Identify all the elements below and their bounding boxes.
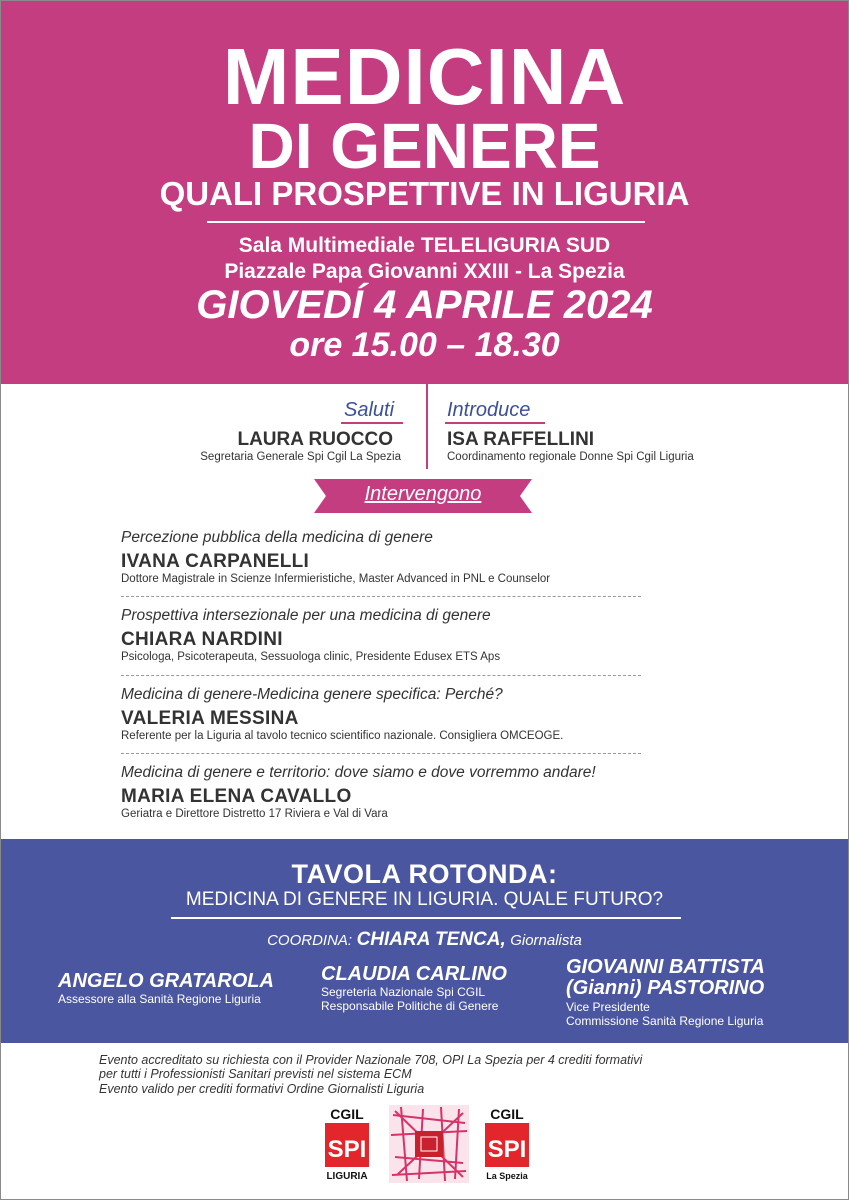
logo-right-bottom: La Spezia	[486, 1171, 528, 1181]
intervengono-label: Intervengono	[364, 483, 482, 505]
ecm-line-3: Evento valido per crediti formativi Ordine Giornalisti Liguria	[99, 1081, 425, 1096]
saluti-role: Segretaria Generale Spi Cgil La Spezia	[200, 451, 401, 463]
round-table-divider	[171, 917, 681, 919]
event-date: GIOVEDÍ 4 APRILE 2024	[196, 283, 653, 327]
venue-line-1: Sala Multimediale TELELIGURIA SUD	[238, 234, 611, 257]
ecm-credits-note	[99, 1053, 799, 1096]
spi-cgil-la-spezia-logo	[483, 1105, 531, 1181]
panelist-3-role-line-1: Vice Presidente	[566, 1000, 650, 1014]
round-table-band	[1, 839, 848, 1043]
logo-right-main: SPI	[487, 1136, 527, 1163]
title-line-1: MEDICINA	[222, 32, 627, 121]
header-band	[1, 1, 848, 384]
speaker-3-topic: Medicina di genere-Medicina genere specifica: Perché?	[121, 686, 503, 703]
round-table-title: TAVOLA ROTONDA:	[291, 859, 558, 889]
coordina-role: Giornalista	[510, 932, 582, 949]
logo-left-top: CGIL	[330, 1106, 364, 1122]
saluti-caption: Saluti	[344, 399, 395, 421]
speaker-1-topic: Percezione pubblica della medicina di genere	[121, 529, 433, 546]
introduce-underline	[445, 422, 545, 424]
ecm-line-2: per tutti i Professionisti Sanitari previsti nel sistema ECM	[99, 1067, 412, 1082]
round-table-subtitle: MEDICINA DI GENERE IN LIGURIA. QUALE FUTURO?	[185, 889, 664, 910]
speaker-2-name: CHIARA NARDINI	[121, 629, 283, 650]
subtitle: QUALI PROSPETTIVE IN LIGURIA	[159, 175, 690, 212]
venue	[1, 233, 848, 286]
speaker-3-role: Referente per la Liguria al tavolo tecnico scientifico nazionale. Consigliera OMCEOGE.	[121, 730, 564, 742]
saluti-underline	[341, 422, 403, 424]
logo-right-top: CGIL	[490, 1106, 524, 1122]
speaker-3-name: VALERIA MESSINA	[121, 708, 299, 729]
speaker-divider	[121, 596, 641, 597]
speaker-1-role: Dottore Magistrale in Scienze Infermieristiche, Master Advanced in PNL e Counselor	[121, 573, 551, 585]
event-time: ore 15.00 – 18.30	[289, 326, 560, 364]
coordina-name: CHIARA TENCA,	[356, 929, 506, 950]
logo-left-bottom: LIGURIA	[326, 1171, 368, 1181]
medicina-genere-emblem-logo	[389, 1105, 469, 1183]
saluti-name: LAURA RUOCCO	[237, 429, 393, 450]
spi-cgil-liguria-logo	[323, 1105, 371, 1181]
introduce-caption: Introduce	[447, 399, 531, 421]
speaker-2-topic: Prospettiva intersezionale per una medicina di genere	[121, 607, 491, 624]
speaker-divider	[121, 753, 641, 754]
introduce-role: Coordinamento regionale Donne Spi Cgil Liguria	[447, 451, 694, 463]
opening-divider	[426, 384, 428, 469]
ecm-line-1: Evento accreditato su richiesta con il Provider Nazionale 708, OPI La Spezia per 4 crediti formativi	[99, 1053, 643, 1067]
panelist-3-name-line-2: (Gianni) PASTORINO	[566, 977, 765, 999]
speaker-4-name: MARIA ELENA CAVALLO	[121, 786, 352, 807]
panelist-3-role-line-2: Commissione Sanità Regione Liguria	[566, 1014, 764, 1028]
panelist-1-name: ANGELO GRATAROLA	[58, 970, 274, 992]
coordinator	[1, 930, 848, 949]
speaker-2-role: Psicologa, Psicoterapeuta, Sessuologa clinic, Presidente Edusex ETS Aps	[121, 651, 501, 663]
panelist-2-name: CLAUDIA CARLINO	[321, 963, 507, 985]
coordina-label: COORDINA:	[267, 932, 353, 949]
venue-line-2: Piazzale Papa Giovanni XXIII - La Spezia	[224, 260, 625, 284]
speaker-divider	[121, 675, 641, 676]
panelist-2-role-line-2: Responsabile Politiche di Genere	[321, 999, 499, 1013]
logo-left-main: SPI	[327, 1136, 367, 1163]
panelist-3-name-line-1: GIOVANNI BATTISTA	[566, 956, 765, 978]
panelist-2-role-line-1: Segreteria Nazionale Spi CGIL	[321, 985, 486, 999]
speaker-4-topic: Medicina di genere e territorio: dove siamo e dove vorremmo andare!	[121, 764, 596, 781]
speaker-4-role: Geriatra e Direttore Distretto 17 Riviera e Val di Vara	[121, 808, 388, 820]
speaker-1-name: IVANA CARPANELLI	[121, 551, 310, 572]
panelist-1-role: Assessore alla Sanità Regione Liguria	[58, 992, 261, 1006]
introduce-name: ISA RAFFELLINI	[447, 429, 595, 450]
header-divider	[207, 221, 645, 223]
title-line-2: DI GENERE	[248, 110, 601, 182]
